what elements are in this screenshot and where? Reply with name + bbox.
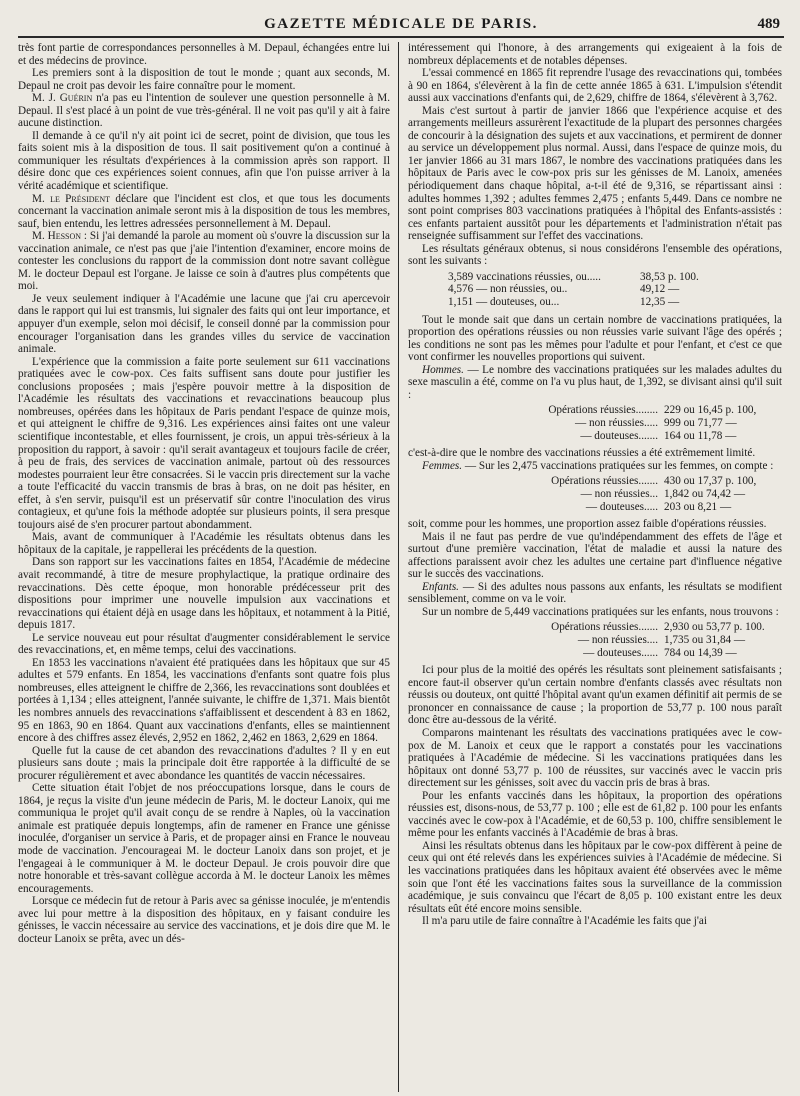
paragraph: Tout le monde sait que dans un certain nombre de vaccinations pratiquées, la proportion des opérations réussies ou non réussies varie suivant l'âge des opérés ; les conditions ne sont pas les mêmes pour l'adulte et pour l'enfant, et c'est ce que vont confirmer les nouvelles proportions qui suivent.	[408, 313, 782, 364]
paragraph	[18, 92, 390, 130]
paragraph: c'est-à-dire que le nombre des vaccinations réussies a été extrêmement limité.	[408, 447, 756, 460]
paragraph: Mais c'est surtout à partir de janvier 1866 que l'expérience acquise et des arrangements meilleurs assurèrent l'exactitude de la plupart des personnes chargées de concourir à la désignation des sujets et aux vaccinations, et permirent de donner au service un développement plus normal. Aussi, dans l'espace de quinze mois, du 1er janvier 1866 au 31 mars 1867, le nombre des vaccinations pratiquées dans les hôpitaux de Paris avec le cow-pox pris sur les génisses de M. Lanoix, amenées périodiquement dans chaque hôpital, a-t-il été de 9,316, se répartissant ainsi : adultes hommes 1,392 ; adultes femmes 2,475 ; enfants 5,449. Dans ce nombre ne sont point comprises 803 vaccinations pratiquées à l'hôpital des Enfants-assistés : ces enfants partaient aussitôt pour les départements et l'administration n'était pas renseignée suffisamment sur l'effet des vaccinations.	[408, 104, 782, 243]
left-column	[18, 42, 390, 1092]
stats-value: 1,735 ou 31,84 —	[664, 634, 746, 647]
section-label: Hommes.	[422, 363, 464, 376]
speaker-name: M. Hesson	[32, 230, 82, 243]
speaker-name: M. le Président	[32, 192, 111, 205]
stats-value: 12,35 —	[640, 296, 680, 309]
stats-value: 2,930 ou 53,77 p. 100.	[664, 621, 765, 634]
paragraph-text: n'a pas eu l'intention de soulever une question personnelle à M. Depaul. Il s'est placé à un point de vue très-général. Il ne voit pas qu'il y ait à faire aucune distinction.	[18, 92, 390, 130]
stats-value: 430 ou 17,37 p. 100,	[664, 475, 757, 488]
stats-value: 49,12 —	[640, 283, 680, 296]
stats-row	[408, 430, 782, 443]
stats-row	[408, 501, 782, 514]
paragraph	[18, 193, 390, 231]
stats-table-children	[408, 621, 782, 659]
stats-label: Opérations réussies........	[548, 404, 658, 417]
speaker-name: M. J. Guérin	[32, 92, 93, 105]
stats-row	[408, 417, 782, 430]
paragraph	[408, 364, 782, 402]
paragraph: Pour les enfants vaccinés dans les hôpitaux, la proportion des opérations réussies est, disons-nous, de 53,77 p. 100 ; elle est de 61,82 p. 100 pour les enfants vaccinés avec le cow-pox à l'Académie, et de 60,53 p. 100, chiffre sensiblement le même pour les enfants vaccinés à l'Académie de bras à bras.	[408, 789, 782, 840]
paragraph: L'expérience que la commission a faite porte seulement sur 611 vaccinations pratiquées avec le cow-pox. Ces faits suffisent sans doute pour justifier les conclusions proposées ; mais j'espère pouvoir mettre à la disposition de l'Académie les résultats des vaccinations et revaccinations beaucoup plus nombreuses, opérées dans les hôpitaux de Paris pendant l'espace de quinze mois, et qui atteignent le chiffre de 9,316. Les expériences ainsi faites ont une valeur scientifique incontestable, et elles fournissent, je crois, un appui très-sérieux à la proposition du rapport, à savoir : qu'il serait avantageux et toujours facile de créer, à peu de frais, des services de vaccination animale, partout où des ressources modestes pourraient leur être consacrées. Si le vaccin pris directement sur la vache a toute l'efficacité du vaccin transmis de bras à bras, on ne doit pas hésiter, en effet, à s'en servir, puisqu'il est un préservatif sûr contre l'inoculation des virus contagieux, et qu'une fois la méthode adoptée sur plusieurs points, il sera presque toujours aisé de s'en procurer partout abondamment.	[18, 355, 390, 531]
stats-row	[408, 404, 782, 417]
paragraph: Sur un nombre de 5,449 vaccinations pratiquées sur les enfants, nous trouvons :	[422, 605, 779, 618]
paragraph: soit, comme pour les hommes, une proportion assez faible d'opérations réussies.	[408, 518, 767, 531]
stats-row	[408, 271, 782, 284]
stats-label: 1,151 — douteuses, ou...	[448, 296, 560, 309]
paragraph: Comparons maintenant les résultats des vaccinations pratiquées avec le cow-pox de M. Lanoix et ceux que le rapport a constatés pour les vaccinations pratiquées à l'Académie de médecine. Si les vaccinations pratiquées dans les hôpitaux ont donné 53,77 p. 100 de réussites, sur vaccinés avec le vaccin pris directement sur les génisses, soit avec du vaccin pris de bras à bras.	[408, 727, 782, 790]
journal-title: GAZETTE MÉDICALE DE PARIS.	[264, 16, 538, 32]
stats-table-women	[408, 475, 782, 513]
stats-label: Opérations réussies.......	[551, 621, 658, 634]
paragraph: Mais, avant de communiquer à l'Académie les résultats obtenus dans les hôpitaux de la capitale, je rappellerai les précédents de la question.	[18, 531, 390, 556]
stats-row	[408, 283, 782, 296]
stats-label: — non réussies...	[580, 487, 658, 500]
paragraph: Lorsque ce médecin fut de retour à Paris avec sa génisse inoculée, je m'entendis avec lui pour mettre à la disposition des hôpitaux, en y faisant conduire les génisses, le vaccin nécessaire au service des vaccinations, et je dois dire que M. le docteur Lanoix se prêta, avec un dés-	[18, 895, 390, 945]
stats-row	[408, 621, 782, 634]
paragraph: Le service nouveau eut pour résultat d'augmenter considérablement le service des revaccinations, et, en même temps, celui des vaccinations.	[18, 631, 390, 657]
paragraph: très font partie de correspondances personnelles à M. Depaul, échangées entre lui et des médecins de province.	[18, 42, 390, 67]
paragraph: intéressement qui l'honore, à des arrangements qui exigeaient à la fois de nombreux déplacements et de notables dépenses.	[408, 42, 782, 67]
stats-table-men	[408, 404, 782, 442]
paragraph	[408, 460, 782, 473]
paragraph: Ici pour plus de la moitié des opérés les résultats sont pleinement satisfaisants ; encore faut-il observer qu'un certain nombre d'enfants classés avec résultats non réussis ou douteux, ont quitté l'hôpital avant qu'un examen définitif ait permis de se prononcer en connaissance de cause ; la proportion de 53,77 p. 100 nous paraît donc être au-dessous de la vérité.	[408, 664, 782, 727]
stats-value: 203 ou 8,21 —	[664, 500, 732, 513]
paragraph: En 1853 les vaccinations n'avaient été pratiquées dans les hôpitaux que sur 45 adultes et 579 enfants. En 1854, les vaccinations d'enfants sont quatre fois plus nombreuses, elles atteignent le chiffre de 2,366, les revaccinations sont doublées et portées à 1,134 ; elles atteignent, l'année suivante, le chiffre de 1,371. Mais bientôt les nombres annuels des revaccinations s'affaiblissent et descendent à 83 en 1862, 95 en 1863, 90 en 1864. Quant aux vaccinations d'enfants, elles se maintiennent encore à des chiffres assez élevés, 2,952 en 1862, 2,462 en 1863, 2,629 en 1864.	[18, 656, 390, 745]
paragraph-text: — Le nombre des vaccinations pratiquées sur les malades adultes du sexe masculin a été, comme on l'a vu plus haut, de 1,392, se divisant ainsi qu'il suit :	[408, 363, 782, 401]
stats-label: Opérations réussies.......	[551, 475, 658, 488]
page-header	[18, 14, 784, 38]
paragraph: Les résultats généraux obtenus, si nous considérons l'ensemble des opérations, sont les suivants :	[408, 242, 782, 268]
right-column	[408, 42, 782, 1092]
stats-value: 229 ou 16,45 p. 100,	[664, 404, 757, 417]
paragraph: Dans son rapport sur les vaccinations faites en 1854, l'Académie de médecine avait recommandé, à titre de mesure prophylactique, la pratique ordinaire des revaccinations. Dès cette époque, mon honorable prédécesseur prit des dispositions pour imprimer une nouvelle impulsion aux vaccinations et revaccinations qui étaient déjà en usage dans les hôpitaux, et notamment à la Pitié, depuis 1817.	[18, 556, 390, 632]
paragraph: Il demande à ce qu'il n'y ait point ici de secret, point de division, que tous les faits soient mis à la disposition de tous. Il sait positivement qu'on a continué à communiquer les résultats d'expériences à la commission après son rapport. Il désire donc que ces expériences soient connues, afin que l'on puisse arriver à la vérité académique et scientifique.	[18, 129, 390, 193]
stats-value: 999 ou 71,77 —	[664, 417, 737, 430]
paragraph-text: — Sur les 2,475 vaccinations pratiquées sur les femmes, on compte :	[464, 459, 774, 472]
paragraph: Je veux seulement indiquer à l'Académie une lacune que j'ai cru apercevoir dans le rapport qui lui est transmis, lui signaler des faits qui ont leur importance, et appuyer d'un exemple, selon moi décisif, le conseil donné par la commission pour encourager l'organisation dans les grandes villes du service de vaccination animale.	[18, 292, 390, 356]
stats-label: 4,576 — non réussies, ou..	[448, 283, 568, 296]
paragraph	[18, 230, 390, 293]
stats-value: 784 ou 14,39 —	[664, 646, 737, 659]
stats-row	[408, 296, 782, 309]
stats-label: 3,589 vaccinations réussies, ou.....	[448, 270, 601, 283]
paragraph: L'essai commencé en 1865 fit reprendre l'usage des revaccinations qui, tombées à 90 en 1864, s'élevèrent à la fin de cette année 1865 à 631. L'impulsion s'étendit aussi aux vaccinations d'enfants qui, de 2,629, chiffre de 1864, s'élevèrent à 3,762.	[408, 67, 782, 105]
stats-row	[408, 647, 782, 660]
stats-label: — douteuses.......	[580, 429, 658, 442]
paragraph: Quelle fut la cause de cet abandon des revaccinations d'adultes ? Il y en eut plusieurs sans doute ; mais la principale doit être rapportée à la difficulté de se procurer régulièrement et avec abondance les quantités de vaccin nécessaires.	[18, 744, 390, 782]
stats-row	[408, 634, 782, 647]
paragraph-text: déclare que l'incident est clos, et que tous les documents concernant la vaccination animale seront mis à la disposition de tous les membres, sauf, bien entendu, les lettres adressées personnellement à M. Depaul.	[18, 192, 390, 230]
paragraph: Ainsi les résultats obtenus dans les hôpitaux par le cow-pox diffèrent à peine de ceux qui ont été relevés dans les expériences suivies à l'Académie de médecine. Si les vaccinations pratiquées dans les hôpitaux avaient été observées avec le même soin que l'ont été les vaccinations faites sous la surveillance de la commission académique, je suis convaincu que l'écart de 8,05 p. 100 existant entre les deux résultats eût été encore moins sensible.	[408, 839, 782, 915]
stats-label: — douteuses.....	[585, 500, 658, 513]
column-divider	[398, 42, 399, 1092]
page-number: 489	[757, 16, 780, 32]
paragraph-text: — Si des adultes nous passons aux enfants, les résultats se modifient sensiblement, comme on va le voir.	[408, 580, 782, 606]
stats-row	[408, 488, 782, 501]
stats-label: — douteuses......	[583, 646, 658, 659]
stats-value: 164 ou 11,78 —	[664, 429, 737, 442]
paragraph-text: : Si j'ai demandé la parole au moment où s'ouvre la discussion sur la vaccination animale, ce n'est pas que j'aie l'intention d'examiner, encore moins de contester les conclusions du rapport de la commission dont notre savant collègue M. le docteur Depaul est l'organe. Je laisse ce soin à d'autres plus compétents que moi.	[18, 230, 390, 293]
paragraph: Mais il ne faut pas perdre de vue qu'indépendamment des effets de l'âge et surtout d'une première vaccination, l'état de maladie et aussi la nature des affections paraissent avoir chez les adultes une certaine part d'influence négative sur le succès des vaccinations.	[408, 530, 782, 581]
section-label: Femmes.	[422, 459, 463, 472]
paragraph	[408, 581, 782, 606]
stats-label: — non réussies....	[577, 634, 658, 647]
stats-value: 1,842 ou 74,42 —	[664, 487, 746, 500]
paragraph: Il m'a paru utile de faire connaître à l'Académie les faits que j'ai	[422, 915, 707, 928]
section-label: Enfants.	[422, 580, 459, 593]
paragraph: Les premiers sont à la disposition de tout le monde ; quant aux seconds, M. Depaul ne croit pas devoir les faire connaître pour le moment.	[18, 67, 390, 92]
stats-label: — non réussies.....	[575, 417, 658, 430]
stats-table-general	[408, 271, 782, 309]
stats-row	[408, 475, 782, 488]
stats-value: 38,53 p. 100.	[640, 270, 699, 283]
paragraph: Cette situation était l'objet de nos préoccupations lorsque, dans le cours de 1864, je reçus la visite d'un jeune médecin de Paris, M. le docteur Lanoix, qui me communiqua le projet qu'il avait conçu de se rendre à Naples, où la vaccination animale est pratiquée depuis longtemps, afin de ramener en France une génisse inoculée, d'organiser un service à Paris, et de propager ainsi en France le nouveau mode de vaccination. J'encourageai M. le docteur Lanoix dans son projet, et je l'engageai à le communiquer à M. le docteur Depaul. Je crois pouvoir dire que notre honorable et très-savant collègue accorda à M. le docteur Lanoix les mêmes encouragements.	[18, 782, 390, 895]
